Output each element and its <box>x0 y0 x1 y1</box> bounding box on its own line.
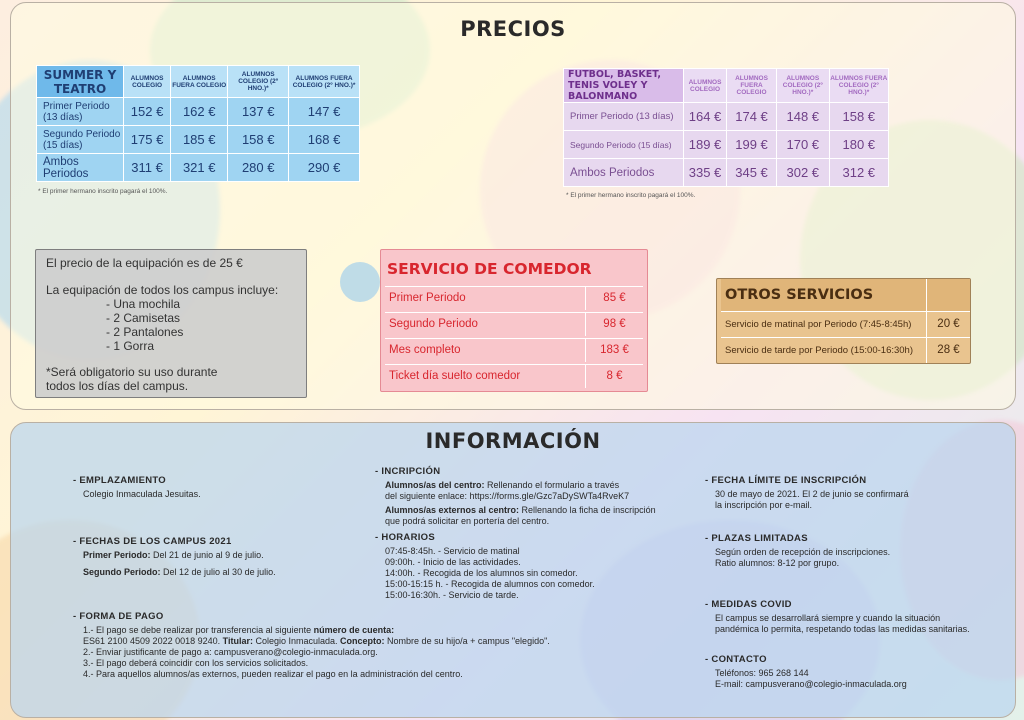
covid-text: pandémica lo permita, respetando todas las medidas sanitarias. <box>715 624 970 634</box>
table-title: SUMMER Y TEATRO <box>37 66 124 98</box>
internal-students-text: Rellenando el formulario a través <box>484 480 620 490</box>
price-cell: 185 € <box>171 126 228 154</box>
schedule-line: 07:45-8:45h. - Servicio de matinal <box>385 546 520 556</box>
price-cell: 148 € <box>777 103 830 131</box>
price-cell: 280 € <box>228 154 289 182</box>
other-service-price: 20 € <box>926 312 970 337</box>
location-text: Colegio Inmaculada Jesuitas. <box>83 489 201 499</box>
schedule-line: 15:00-16:30h. - Servicio de tarde. <box>385 590 519 600</box>
price-cell: 335 € <box>684 159 727 187</box>
column-header: ALUMNOS FUERA COLEGIO <box>727 69 777 103</box>
registration-link-text: del siguiente enlace: https://forms.gle/Gzc7aDySWTa4RveK7 <box>385 491 630 501</box>
dining-row-label: Primer Periodo <box>389 292 466 304</box>
payment-heading: - FORMA DE PAGO <box>73 611 164 622</box>
deadline-block <box>705 475 1005 511</box>
dining-row-label: Ticket día suelto comedor <box>389 370 521 382</box>
dining-row <box>385 338 643 362</box>
price-cell: 162 € <box>171 98 228 126</box>
column-header: ALUMNOS COLEGIO (2º HNO.)* <box>777 69 830 103</box>
price-cell: 180 € <box>829 131 888 159</box>
dining-row <box>385 364 643 388</box>
price-cell: 170 € <box>777 131 830 159</box>
equipment-item: - 1 Gorra <box>106 339 155 353</box>
places-text: Ratio alumnos: 8-12 por grupo. <box>715 558 840 568</box>
price-cell: 175 € <box>124 126 171 154</box>
other-service-label: Servicio de tarde por Periodo (15:00-16:30h) <box>725 345 914 356</box>
prices-title: PRECIOS <box>460 17 566 41</box>
concept-label: Concepto: <box>340 636 385 646</box>
account-number: ES61 2100 4509 2022 0018 9240. <box>83 636 223 646</box>
schedule-block <box>375 532 695 601</box>
price-cell: 199 € <box>727 131 777 159</box>
location-heading: - EMPLAZAMIENTO <box>73 475 166 486</box>
column-header: ALUMNOS FUERA COLEGIO (2º HNO.)* <box>289 66 360 98</box>
first-period-label: Primer Periodo: <box>83 550 151 560</box>
equipment-item: - 2 Pantalones <box>106 325 184 339</box>
price-cell: 321 € <box>171 154 228 182</box>
row-label: Segundo Periodo (15 días) <box>564 131 684 159</box>
summer-theatre-price-table <box>36 65 360 182</box>
dining-title: SERVICIO DE COMEDOR <box>387 260 592 278</box>
row-label: Primer Periodo (13 días) <box>564 103 684 131</box>
equipment-item: - 2 Camisetas <box>106 311 181 325</box>
price-cell: 302 € <box>777 159 830 187</box>
equipment-note: todos los días del campus. <box>46 379 189 393</box>
price-cell: 152 € <box>124 98 171 126</box>
price-cell: 137 € <box>228 98 289 126</box>
equipment-item: - Una mochila <box>106 297 181 311</box>
price-cell: 311 € <box>124 154 171 182</box>
dining-row-price: 98 € <box>585 313 643 336</box>
contact-email: E-mail: campusverano@colegio-inmaculada.org <box>715 679 907 689</box>
holder-name: Colegio Inmaculada. <box>252 636 341 646</box>
schedule-line: 14:00h. - Recogida de los alumnos sin comedor. <box>385 568 578 578</box>
summer-footnote: * El primer hermano inscrito pagará el 100%. <box>38 188 168 195</box>
price-cell: 158 € <box>228 126 289 154</box>
row-label: Ambos Periodos <box>37 154 124 182</box>
schedule-line: 15:00-15:15 h. - Recogida de alumnos con comedor. <box>385 579 595 589</box>
sports-footnote: * El primer hermano inscrito pagará el 100%. <box>566 192 696 199</box>
price-cell: 158 € <box>829 103 888 131</box>
contact-block <box>705 654 1005 690</box>
deadline-text: 30 de mayo de 2021. El 2 de junio se confirmará <box>715 489 909 499</box>
external-students-label: Alumnos/as externos al centro: <box>385 505 520 515</box>
column-header: ALUMNOS FUERA COLEGIO (2º HNO.)* <box>829 69 888 103</box>
information-section <box>10 422 1016 718</box>
dining-row-price: 183 € <box>585 339 643 362</box>
internal-students-label: Alumnos/as del centro: <box>385 480 485 490</box>
dining-row-price: 85 € <box>585 287 643 310</box>
first-period-dates: Del 21 de junio al 9 de julio. <box>153 550 264 560</box>
payment-line: 2.- Enviar justificante de pago a: campusverano@colegio-inmaculada.org. <box>83 647 378 657</box>
price-cell: 168 € <box>289 126 360 154</box>
dates-heading: - FECHAS DE LOS CAMPUS 2021 <box>73 536 232 547</box>
payment-line: 4.- Para aquellos alumnos/as externos, pueden realizar el pago en la administración del centro. <box>83 669 463 679</box>
contact-phone: Teléfonos: 965 268 144 <box>715 668 809 678</box>
contact-heading: - CONTACTO <box>705 654 767 665</box>
other-service-row <box>721 337 970 363</box>
price-cell: 345 € <box>727 159 777 187</box>
equipment-info-box <box>35 249 307 398</box>
covid-heading: - MEDIDAS COVID <box>705 599 792 610</box>
schedule-heading: - HORARIOS <box>375 532 435 543</box>
payment-line: 1.- El pago se debe realizar por transferencia al siguiente <box>83 625 314 635</box>
location-block <box>73 475 373 500</box>
price-cell: 312 € <box>829 159 888 187</box>
sports-price-table <box>563 68 889 187</box>
price-cell: 174 € <box>727 103 777 131</box>
second-period-label: Segundo Periodo: <box>83 567 161 577</box>
concept-text: Nombre de su hijo/a + campus "elegido". <box>384 636 550 646</box>
price-cell: 164 € <box>684 103 727 131</box>
second-period-dates: Del 12 de julio al 30 de julio. <box>163 567 276 577</box>
dining-row <box>385 312 643 336</box>
schedule-line: 09:00h. - Inicio de las actividades. <box>385 557 521 567</box>
column-header: ALUMNOS COLEGIO <box>684 69 727 103</box>
other-services-title-cell <box>926 279 970 311</box>
other-service-row <box>721 311 970 337</box>
column-header: ALUMNOS COLEGIO <box>124 66 171 98</box>
equipment-price: El precio de la equipación es de 25 € <box>46 256 243 270</box>
payment-line: 3.- El pago deberá coincidir con los servicios solicitados. <box>83 658 309 668</box>
account-number-label: número de cuenta: <box>313 625 395 635</box>
dates-block <box>73 536 373 578</box>
dining-row-price: 8 € <box>585 365 643 388</box>
column-header: ALUMNOS FUERA COLEGIO <box>171 66 228 98</box>
information-title: INFORMACIÓN <box>425 429 601 453</box>
dining-row <box>385 286 643 310</box>
equipment-intro: La equipación de todos los campus incluye: <box>46 283 279 297</box>
dining-row-label: Segundo Periodo <box>389 318 478 330</box>
places-heading: - PLAZAS LIMITADAS <box>705 533 808 544</box>
places-block <box>705 533 1005 569</box>
deadline-heading: - FECHA LÍMITE DE INSCRIPCIÓN <box>705 475 867 486</box>
covid-text: El campus se desarrollará siempre y cuando la situación <box>715 613 941 623</box>
equipment-note: *Será obligatorio su uso durante <box>46 365 218 379</box>
table-title: FUTBOL, BASKET, TENIS VOLEY Y BALONMANO <box>564 69 684 103</box>
row-label: Ambos Periodos <box>564 159 684 187</box>
price-cell: 147 € <box>289 98 360 126</box>
deadline-text: la inscripción por e-mail. <box>715 500 813 510</box>
row-label: Primer Periodo (13 días) <box>37 98 124 126</box>
registration-heading: - INCRIPCIÓN <box>375 466 441 477</box>
dining-row-label: Mes completo <box>389 344 461 356</box>
places-text: Según orden de recepción de inscripciones. <box>715 547 891 557</box>
other-services-title: OTROS SERVICIOS <box>721 279 926 311</box>
row-label: Segundo Periodo (15 días) <box>37 126 124 154</box>
registration-block <box>375 466 695 527</box>
covid-block <box>705 599 1015 635</box>
payment-block <box>73 611 553 680</box>
external-students-text: Rellenando la ficha de inscripción <box>519 505 656 515</box>
price-cell: 189 € <box>684 131 727 159</box>
dining-service-box <box>380 249 648 392</box>
other-services-box <box>716 278 971 364</box>
other-service-label: Servicio de matinal por Periodo (7:45-8:45h) <box>725 319 912 330</box>
external-students-text: que podrá solicitar en portería del centro. <box>385 516 550 526</box>
other-service-price: 28 € <box>926 338 970 363</box>
decorative-circle <box>340 262 380 302</box>
holder-label: Titular: <box>222 636 253 646</box>
price-cell: 290 € <box>289 154 360 182</box>
column-header: ALUMNOS COLEGIO (2º HNO.)* <box>228 66 289 98</box>
